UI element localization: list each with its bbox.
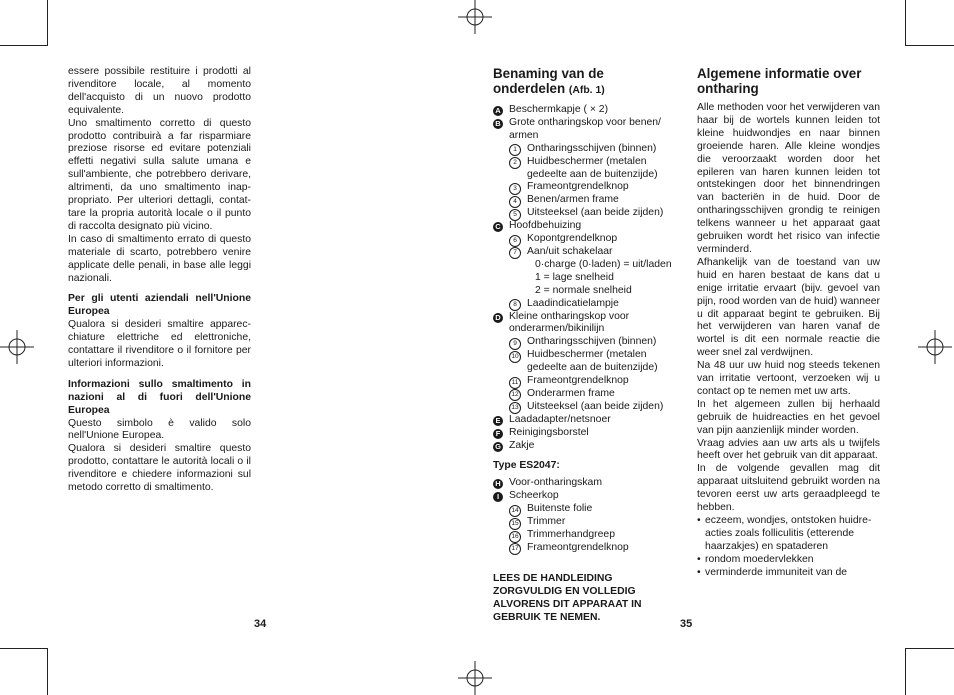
part-label: Onderarmen frame <box>527 387 615 399</box>
part-label: Kopontgrendelknop <box>527 233 618 245</box>
crop-mark <box>905 0 906 46</box>
crop-mark <box>0 648 47 649</box>
parts-list <box>493 104 679 555</box>
crop-mark <box>905 648 954 649</box>
part-label: Frameontgrendelknop <box>527 541 629 553</box>
middle-column <box>493 66 679 624</box>
part-letter: F <box>493 429 503 439</box>
part-subitem <box>493 388 679 401</box>
part-number: 15 <box>509 518 521 530</box>
bullet-list <box>697 515 880 580</box>
part-subitem <box>493 246 679 259</box>
part-label: Buitenste folie <box>527 503 593 515</box>
part-letter: E <box>493 416 503 426</box>
part-subitem <box>493 207 679 220</box>
part-letter: C <box>493 222 503 232</box>
bullet-item: • eczeem, wondjes, ontstoken huidre- acties zoals folliculitis (etterende haarzakjes) en spataderen <box>697 515 880 554</box>
part-label: Benen/armen frame <box>527 194 619 206</box>
part-item <box>493 440 679 453</box>
switch-setting: 0·charge (0·laden) = uit/laden <box>535 258 672 270</box>
bullet-item: • verminderde immuniteit van de <box>697 567 880 580</box>
part-label: Kleine ontharingskop voor onderarmen/bikinilijn <box>509 310 630 335</box>
part-label: Ontharingsschijven (binnen) <box>527 142 657 154</box>
part-label: Huidbeschermer (metalen gedeelte aan de buitenzijde) <box>527 155 658 180</box>
part-number: 8 <box>509 299 521 311</box>
paragraph: Qualora si desideri smaltire apparec- chiature elettriche ed elettroniche, contattare il rivenditore o il fornitore per ulteriori informazioni. <box>68 319 251 369</box>
part-letter: G <box>493 442 503 452</box>
part-label: Zakje <box>509 439 535 451</box>
section-heading: Informazioni sullo smaltimento in nazioni al di fuori dell'Unione Europea <box>68 378 251 416</box>
part-subitem <box>493 349 679 375</box>
paragraph: In het algemeen zullen bij herhaald gebruik de huidreacties en het gevoel van pijn aanzienlijk minder worden. <box>697 398 880 436</box>
paragraph: essere possibile restituire i prodotti al rivenditore locale, al momento dell'acquisto di un nuovo prodotto equivalente. <box>68 66 251 116</box>
part-label: Uitsteeksel (aan beide zijden) <box>527 207 664 219</box>
part-number: 17 <box>509 543 521 555</box>
crop-mark <box>905 45 954 46</box>
page-number: 34 <box>254 618 267 630</box>
part-item <box>493 427 679 440</box>
part-subitem <box>493 156 679 182</box>
crop-mark <box>905 648 906 695</box>
part-subitem <box>493 233 679 246</box>
part-item <box>493 104 679 117</box>
left-column <box>68 66 251 495</box>
part-letter: I <box>493 492 503 502</box>
registration-mark <box>918 330 952 364</box>
heading-line: Benaming van de <box>493 66 604 81</box>
right-column <box>697 66 880 580</box>
part-label: Reinigingsborstel <box>509 426 589 438</box>
part-subitem <box>493 298 679 311</box>
paragraph: Questo simbolo è valido solo nell'Unione Europea. <box>68 417 251 442</box>
paragraph: Uno smaltimento corretto di questo prodotto contribuirà a far risparmiare preziose risorse ed evitare potenziali effetti negativi sulla salute umana e sull'ambiente, che potrebbero derivare, altrimenti, da uno smaltimento inap- propriato. Per ulteriori dettagli, contat- tare la propria autorità locale o il punto di raccolta designato più vicino. <box>68 117 251 232</box>
registration-mark <box>0 330 34 364</box>
part-letter: D <box>493 313 503 323</box>
part-number: 11 <box>509 377 521 389</box>
heading-line: onderdelen <box>493 81 566 96</box>
paragraph: Na 48 uur uw huid nog steeds tekenen van irritatie vertoont, verzoeken wij u contact op te nemen met uw arts. <box>697 360 880 397</box>
part-subitem <box>493 542 679 555</box>
warning-text: LEES DE HANDLEIDING ZORGVULDIG EN VOLLEDIG ALVORENS DIT APPARAAT IN GEBRUIK TE NEMEN. <box>493 572 642 623</box>
part-number: 3 <box>509 183 521 195</box>
part-number: 7 <box>509 247 521 259</box>
part-item <box>493 220 679 233</box>
part-subitem <box>493 194 679 207</box>
part-letter: B <box>493 119 503 129</box>
part-label: Trimmerhandgreep <box>527 529 615 540</box>
part-number: 6 <box>509 235 521 247</box>
bullet-item: • rondom moedervlekken <box>697 554 880 567</box>
paragraph-list <box>697 102 880 515</box>
crop-mark <box>47 0 48 46</box>
part-label: Huidbeschermer (metalen gedeelte aan de buitenzijde) <box>527 349 658 374</box>
part-label: Trimmer <box>527 516 566 528</box>
part-label: Laadadapter/netsnoer <box>509 413 611 425</box>
switch-setting: 2 = normale snelheid <box>535 284 632 296</box>
part-subitem <box>493 143 679 156</box>
part-label: Hoofdbehuizing <box>509 220 582 232</box>
part-subitem <box>493 375 679 388</box>
part-number: 2 <box>509 157 521 169</box>
part-number: 14 <box>509 505 521 517</box>
part-label: Laadindicatielampje <box>527 297 619 309</box>
part-subitem <box>493 516 679 529</box>
part-number: 10 <box>509 351 521 363</box>
part-item <box>493 414 679 427</box>
part-number: 4 <box>509 196 521 208</box>
part-label: Uitsteeksel (aan beide zijden) <box>527 400 664 412</box>
paragraph: In caso di smaltimento errato di questo materiale di scarto, potrebbero venire applicate delle penali, in base alle leggi nazionali. <box>68 233 251 284</box>
paragraph: Vraag advies aan uw arts als u twijfels heeft over het gebruik van dit apparaat. <box>697 437 880 462</box>
part-subitem <box>493 181 679 194</box>
part-label: Beschermkapje ( × 2) <box>509 104 609 115</box>
part-letter: H <box>493 479 503 489</box>
part-label: Frameontgrendelknop <box>527 375 629 387</box>
part-label: Ontharingsschijven (binnen) <box>527 336 657 348</box>
registration-mark <box>458 661 492 695</box>
part-number: 5 <box>509 209 521 221</box>
registration-mark <box>458 0 492 34</box>
part-subitem <box>493 336 679 349</box>
model-heading: Type ES2047: <box>493 460 560 472</box>
section-heading: Algemene informatie over ontharing <box>697 66 862 96</box>
crop-mark <box>47 648 48 695</box>
part-label: Aan/uit schakelaar <box>527 245 613 257</box>
switch-setting: 1 = lage snelheid <box>535 271 614 283</box>
part-item <box>493 311 679 337</box>
section-heading <box>493 66 679 98</box>
part-number: 1 <box>509 144 521 156</box>
part-subitem <box>493 401 679 414</box>
crop-mark <box>0 45 47 46</box>
part-label: Grote ontharingskop voor benen/ armen <box>509 116 661 141</box>
part-item <box>493 117 679 143</box>
part-number: 12 <box>509 389 521 401</box>
part-label: Scheerkop <box>509 490 559 502</box>
part-label: Voor-ontharingskam <box>509 477 602 489</box>
section-heading: Per gli utenti aziendali nell'Unione Europea <box>68 293 251 318</box>
part-subitem <box>493 529 679 542</box>
page-number: 35 <box>680 618 693 630</box>
part-item <box>493 477 679 490</box>
part-letter: A <box>493 106 503 116</box>
paragraph: In de volgende gevallen mag dit apparaat uitsluitend gebruikt worden na tevoren eerst uw arts geraadpleegd te hebben. <box>697 463 880 514</box>
part-label: Frameontgrendelknop <box>527 181 629 193</box>
part-item <box>493 490 679 503</box>
paragraph: Qualora si desideri smaltire questo prodotto, contattare le autorità locali o il rivenditore e chiedere informazioni sul metodo corretto di smaltimento. <box>68 443 251 494</box>
part-number: 9 <box>509 338 521 350</box>
figure-ref: (Afb. 1) <box>568 85 605 96</box>
paragraph: Alle methoden voor het verwijderen van haar bij de wortels kunnen leiden tot kleine huidwondjes en naar binnen groeiende haren. Alle kleine wondjes die veroorzaakt worden door het epileren van haren kunnen leiden tot ontstekingen door het binnendringen van bacteriën in de huid. Door de ontharingsschijven grondig te reinigen telkens wanneer u het apparaat gaat gebruiken wordt het risico van infectie verminderd. <box>697 102 880 255</box>
part-number: 13 <box>509 402 521 414</box>
part-number: 16 <box>509 531 521 543</box>
paragraph: Afhankelijk van de toestand van uw huid en haren bestaat de kans dat u enige irritatie ervaart (bijv. gevoel van pijn, rood worden van de huid) wanneer u dit apparaat begint te gebruiken. Bij het verwijderen van haren vanaf de wortel is dit een normale reactie die weer snel zal verdwijnen. <box>697 256 880 359</box>
part-subitem <box>493 503 679 516</box>
